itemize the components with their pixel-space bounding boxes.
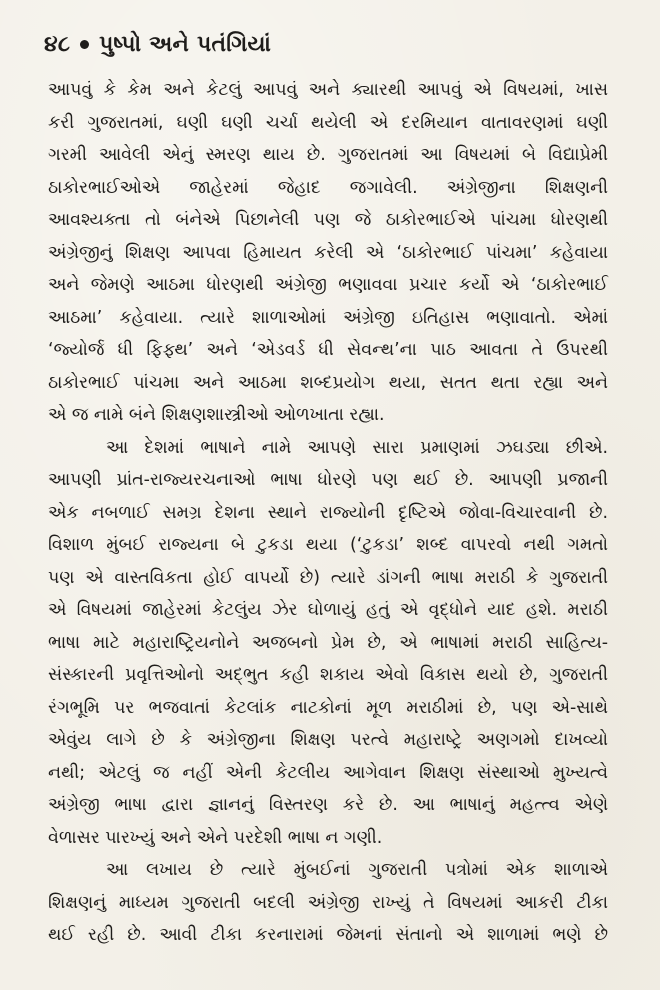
- text-line: એક નબળાઈ સમગ્ર દેશના સ્થાને રાજ્યોની દૃષ્ટિએ જોવા-વિચારવાની છે.: [48, 502, 608, 523]
- text-line: પણ એ વાસ્તવિકતા હોઈ વાપર્યો છે) ત્યારે ડાંગની ભાષા મરાઠી કે ગુજરાતી: [48, 567, 608, 588]
- text-line: સંસ્કારની પ્રવૃત્તિઓનો અદ્ભુત કહી શકાય એવો વિકાસ થયો છે, ગુજરાતી: [48, 665, 608, 685]
- text-line: નથી; એટલું જ નહીં એની કેટલીય આગેવાન શિક્ષણ સંસ્થાઓ મુખ્યત્વે: [48, 762, 608, 783]
- page-number: ૪૮: [44, 32, 71, 57]
- text-line: ઠાકોરભાઈ પાંચમા અને આઠમા શબ્દપ્રયોગ થયા, સતત થતા રહ્યા અને: [48, 372, 608, 393]
- text-line: આઠમા’ કહેવાયા. ત્યારે શાળાઓમાં અંગ્રેજી ઇતિહાસ ભણાવાતો. એમાં: [48, 307, 608, 328]
- text-line: કરી ગુજરાતમાં, ઘણી ઘણી ચર્ચા થયેલી એ દરમિયાન વાતાવરણમાં ઘણી: [48, 112, 608, 133]
- text-line: ‘જ્યોર્જ ધી ફિફ્થ’ અને ‘એડવર્ડ ધી સેવન્થ’ના પાઠ આવતા તે ઉપરથી: [48, 340, 608, 360]
- text-line: એવુંય લાગે છે કે અંગ્રેજીના શિક્ષણ પરત્વે મહારાષ્ટ્રે અણગમો દાખવ્યો: [48, 730, 608, 750]
- text-line: ભાષા માટે મહારાષ્ટ્રિયનોને અજબનો પ્રેમ છે, એ ભાષામાં મરાઠી સાહિત્ય-: [48, 632, 608, 653]
- text-line: ઠાકોરભાઈઓએ જાહેરમાં જેહાદ જગાવેલી. અંગ્રેજીના શિક્ષણની: [48, 177, 608, 198]
- bullet-separator: [80, 40, 89, 49]
- text-line: એ વિષયમાં જાહેરમાં કેટલુંય ઝેર ઘોળાયું હતું એ વૃદ્ધોને યાદ હશે. મરાઠી: [48, 600, 608, 620]
- text-line: આવશ્યક્તા તો બંનેએ પિછાનેલી પણ જે ઠાકોરભાઈએ પાંચમા ધોરણથી: [48, 210, 608, 230]
- text-line: એ જ નામે બંને શિક્ષણશાસ્ત્રીઓ ઓળખાતા રહ્યા.: [48, 405, 385, 425]
- running-head: [44, 32, 271, 57]
- text-line: આ દેશમાં ભાષાને નામે આપણે સારા પ્રમાણમાં ઝઘડ્યા છીએ.: [106, 437, 608, 458]
- text-line: આપણી પ્રાંત-રાજ્યરચનાઓ ભાષા ધોરણે પણ થઈ છે. આપણી પ્રજાની: [48, 470, 608, 490]
- text-line: થઈ રહી છે. આવી ટીકા કરનારામાં જેમનાં સંતાનો એ શાળામાં ભણે છે: [48, 925, 608, 945]
- text-line: આ લખાય છે ત્યારે મુંબઈનાં ગુજરાતી પત્રોમાં એક શાળાએ: [106, 860, 608, 880]
- text-line: વેળાસર પારખ્યું અને એને પરદેશી ભાષા ન ગણી.: [48, 827, 383, 848]
- text-line: અને જેમણે આઠમા ધોરણથી અંગ્રેજી ભણાવવા પ્રચાર કર્યો એ ‘ઠાકોરભાઈ: [48, 275, 608, 295]
- text-line: અંગ્રેજીનું શિક્ષણ આપવા હિમાયત કરેલી એ ‘ઠાકોરભાઈ પાંચમા’ કહેવાયા: [48, 242, 608, 263]
- text-line: રંગભૂમિ પર ભજવાતાં કેટલાંક નાટકોનાં મૂળ મરાઠીમાં છે, પણ એ-સાથે: [48, 697, 608, 718]
- text-line: ગરમી આવેલી એનું સ્મરણ થાય છે. ગુજરાતમાં આ વિષયમાં બે વિદ્યાપ્રેમી: [48, 145, 608, 165]
- book-title: પુષ્પો અને પતંગિયાં: [99, 32, 272, 57]
- body-text: [48, 74, 608, 952]
- text-line: વિશાળ મુંબઈ રાજ્યના બે ટુકડા થયા (‘ટુકડા’ શબ્દ વાપરવો નથી ગમતો: [48, 535, 608, 555]
- text-line: આપવું કે કેમ અને કેટલું આપવું અને ક્યારથી આપવું એ વિષયમાં, ખાસ: [48, 80, 608, 100]
- text-line: શિક્ષણનું માધ્યમ ગુજરાતી બદલી અંગ્રેજી રાખ્યું તે વિષયમાં આકરી ટીકા: [48, 892, 608, 913]
- text-line: અંગ્રેજી ભાષા દ્વારા જ્ઞાનનું વિસ્તરણ કરે છે. આ ભાષાનું મહત્ત્વ એણે: [48, 795, 608, 815]
